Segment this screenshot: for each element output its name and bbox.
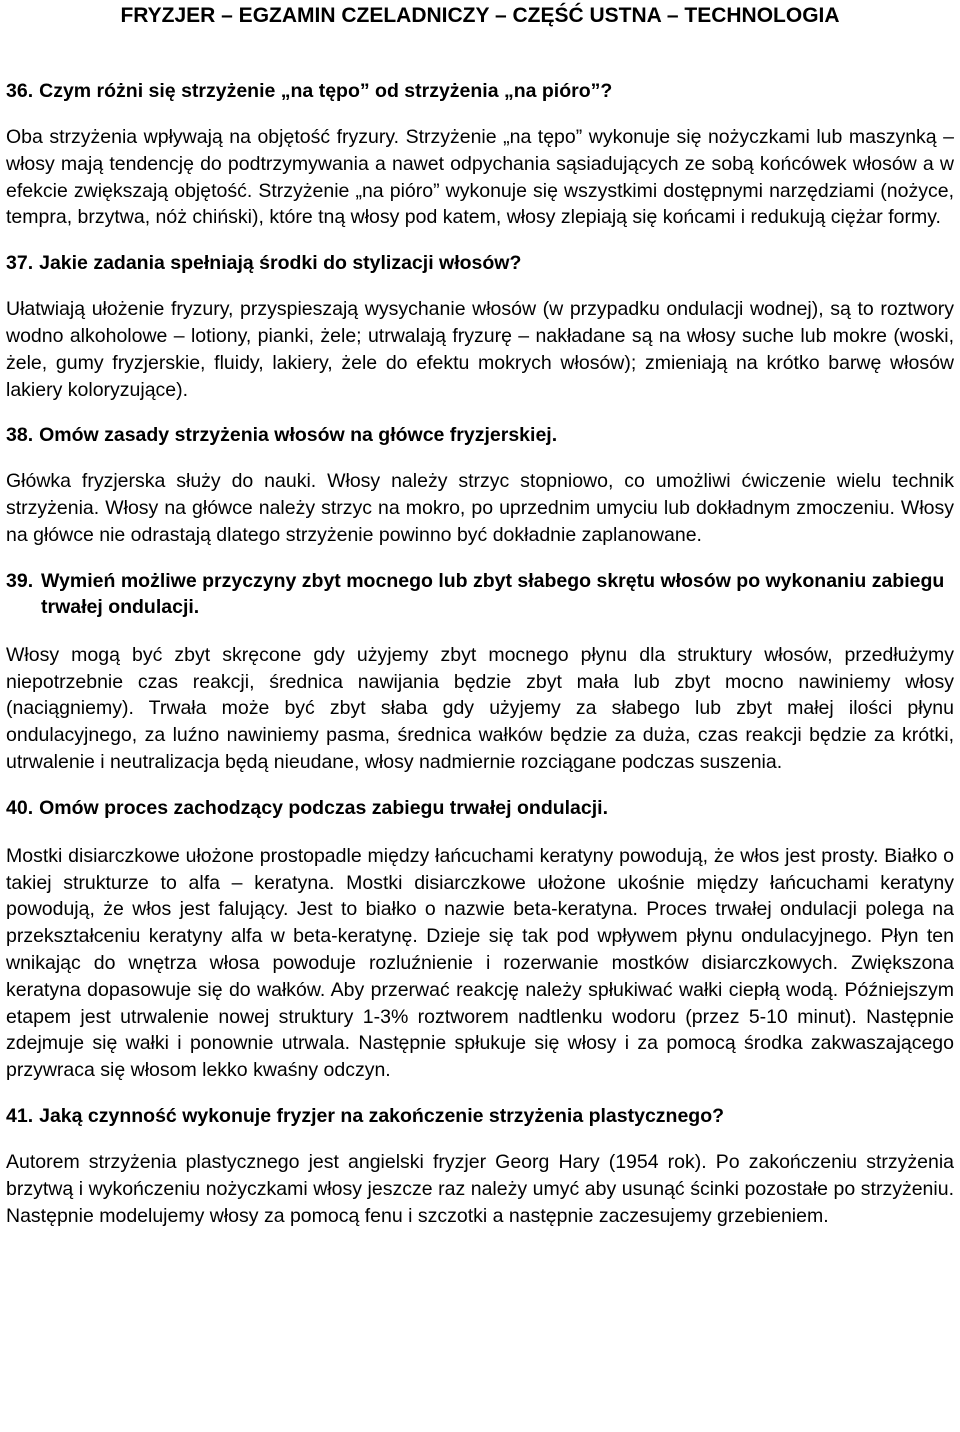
question-number: 37. (6, 252, 34, 275)
question-number: 41. (6, 1104, 34, 1127)
question-text: Omów proces zachodzący podczas zabiegu trwałej ondulacji. (39, 796, 608, 819)
question-text: Czym różni się strzyżenie „na tępo” od strzyżenia „na pióro”? (39, 80, 613, 102)
answer-40: Mostki disiarczkowe ułożone prostopadle między łańcuchami keratyny powodują, że włos jest prosty. Białko o takiej strukturze to alfa – keratyna. Mostki disiarczkowe ułożone ukośnie między łańcuchami keratyny powodują, że włos jest falujący. Jest to białko o nazwie beta-keratyna. Proces trwałej ondulacji polega na przekształceniu keratyny alfa w beta-keratynę. Dzieje się tak pod wpływem płynu ondulacyjnego. Płyn ten wnikając do wnętrza włosa powoduje rozluźnienie i rozerwanie mostków disiarczkowych. Zwiększona keratyna dopasowuje się do wałków. Aby przerwać reakcję należy spłukiwać wałki ciepłą wodą. Późniejszym etapem jest utrwalenie nowej struktury 1-3% roztworem nadtlenku wodoru (przez 5-10 minut). Następnie zdejmuje się wałki i ponownie utrwala. Następnie spłukuje się włosy i za pomocą środka zakwaszającego przywraca się włosom lekko kwaśny odczyn. (6, 844, 954, 1082)
question-39 (6, 568, 954, 620)
question-37 (6, 250, 954, 276)
question-38 (6, 422, 954, 448)
question-text: Jaką czynność wykonuje fryzjer na zakończenie strzyżenia plastycznego? (39, 1104, 725, 1127)
question-number: 39. (6, 569, 34, 592)
answer-38: Główka fryzjerska służy do nauki. Włosy należy strzyc stopniowo, co umożliwi ćwiczenie wielu technik strzyżenia. Włosy na główce należy strzyc na mokro, po uprzednim umyciu lub dokładnym zmoczeniu. Włosy na główce nie odrastają dlatego strzyżenie powinno być dokładnie zaplanowane. (6, 470, 954, 546)
question-number: 40. (6, 796, 34, 819)
question-text: Jakie zadania spełniają środki do stylizacji włosów? (39, 252, 522, 275)
question-number: 38. (6, 424, 34, 447)
answer-36: Oba strzyżenia wpływają na objętość fryzury. Strzyżenie „na tępo” wykonuje się nożyczkami lub maszynką – włosy mają tendencję do podtrzymywania a nawet odpychania sąsiadujących ze sobą końcówek włosów a w efekcie zwiększają objętość. Strzyżenie „na pióro” wykonuje się wszystkimi dostępnymi narzędziami (nożyce, tempra, brzytwa, nóż chiński), które tną włosy pod katem, włosy zlepiają się końcami i redukują ciężar formy. (6, 126, 954, 229)
answer-37: Ułatwiają ułożenie fryzury, przyspieszają wysychanie włosów (w przypadku ondulacji wodnej), są to roztwory wodno alkoholowe – lotiony, pianki, żele; utrwalają fryzurę – nakładane są na włosy suche lub mokre (woski, żele, gumy fryzjerskie, fluidy, lakiery, żele do efektu mokrych włosów); zmieniają na krótko barwę włosów lakiery koloryzujące). (6, 298, 954, 401)
question-36 (6, 78, 954, 104)
answer-41: Autorem strzyżenia plastycznego jest angielski fryzjer Georg Hary (1954 rok). Po zakończeniu strzyżenia brzytwą i wykończeniu nożyczkami włosy jeszcze raz należy umyć aby usunąć ścinki pozostałe po strzyżeniu. Następnie modelujemy włosy za pomocą fenu i szczotki a następnie zaczesujemy grzebieniem. (6, 1150, 954, 1227)
question-text: Omów zasady strzyżenia włosów na główce fryzjerskiej. (39, 424, 558, 447)
question-40 (6, 795, 954, 821)
question-number: 36. (6, 80, 34, 102)
question-41 (6, 1103, 954, 1129)
question-text: Wymień możliwe przyczyny zbyt mocnego lub zbyt słabego skrętu włosów po wykonaniu zabiegu trwałej ondulacji. (41, 569, 945, 618)
answer-39: Włosy mogą być zbyt skręcone gdy użyjemy zbyt mocnego płynu dla struktury włosów, przedłużymy niepotrzebnie czas reakcji, średnica nawijania będzie zbyt mała lub zbyt mocno nawiniemy włosy (naciągniemy). Trwała może być zbyt słaba gdy użyjemy za słabego lub zbyt małej ilości płynu ondulacyjnego, za luźno nawiniemy pasma, średnica wałków będzie za duża, czas reakcji będzie za krótki, utrwalenie i neutralizacja będą nieudane, włosy nadmiernie rozciągane podczas suszenia. (6, 643, 954, 773)
page-header: FRYZJER – EGZAMIN CZELADNICZY – CZĘŚĆ USTNA – TECHNOLOGIA (120, 4, 840, 27)
